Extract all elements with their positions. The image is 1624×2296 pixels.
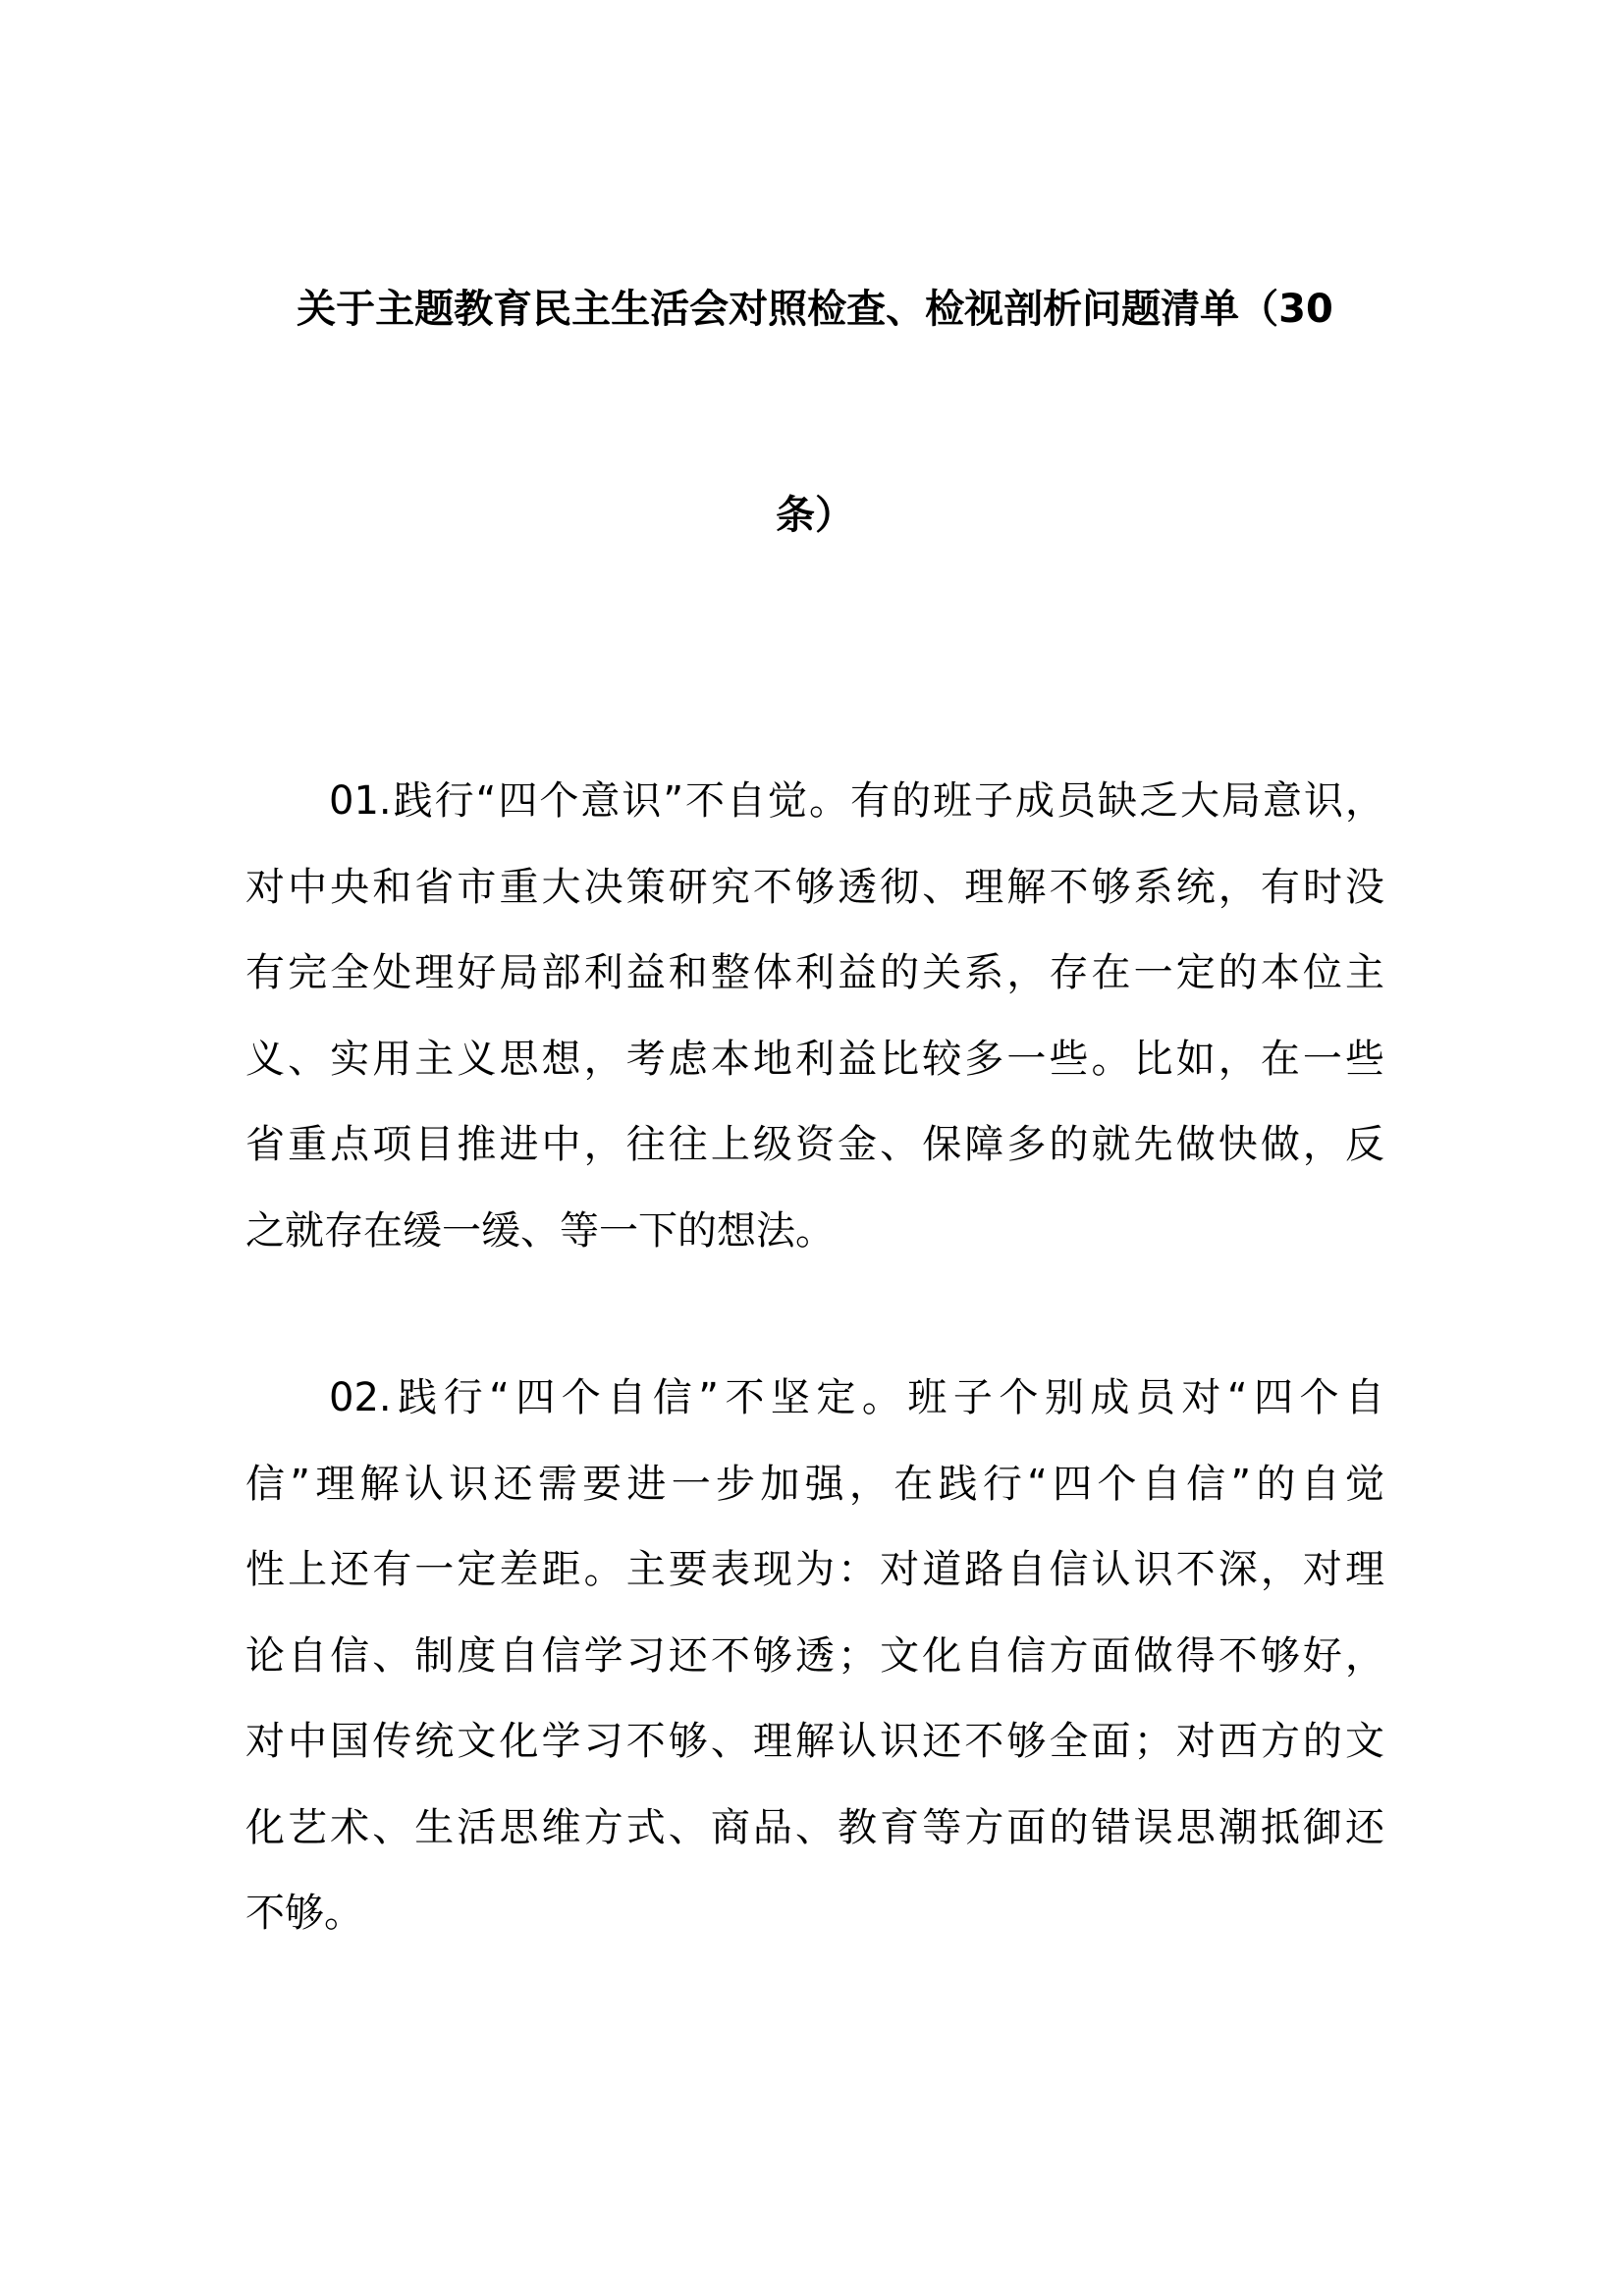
paragraph-line: 性上还有一定差距。主要表现为：对道路自信认识不深，对理: [245, 1547, 1384, 1592]
paragraph-line: 之就存在缓一缓、等一下的想法。: [245, 1207, 835, 1254]
paragraph-line: 省重点项目推进中，往往上级资金、保障多的就先做快做，反: [245, 1122, 1384, 1167]
paragraph-01: [245, 759, 1384, 1274]
paragraph-line: 信”理解认识还需要进一步加强，在践行“四个自信”的自觉: [245, 1461, 1384, 1507]
paragraph-line: 论自信、制度自信学习还不够透；文化自信方面做得不够好，: [245, 1632, 1384, 1679]
paragraph-line: 02.践行“四个自信”不坚定。班子个别成员对“四个自: [329, 1375, 1384, 1420]
paragraph-line: 义、实用主义思想，考虑本地利益比较多一些。比如，在一些: [245, 1036, 1384, 1082]
paragraph-line: 有完全处理好局部利益和整体利益的关系，存在一定的本位主: [245, 950, 1384, 995]
paragraph-line: 对中央和省市重大决策研究不够透彻、理解不够系统，有时没: [245, 864, 1384, 910]
paragraph-line: 01.践行“四个意识”不自觉。有的班子成员缺乏大局意识，: [329, 778, 1384, 824]
paragraph-line: 对中国传统文化学习不够、理解认识还不够全面；对西方的文: [245, 1719, 1384, 1764]
paragraph-line: 不够。: [245, 1891, 363, 1936]
paragraph-02: [245, 1356, 1384, 1957]
paragraph-line: 化艺术、生活思维方式、商品、教育等方面的错误思潮抵御还: [245, 1804, 1384, 1850]
document-title-line-2: 条）: [776, 493, 854, 538]
document-title-line-1: 关于主题教育民主生活会对照检查、检视剖析问题清单（30: [297, 287, 1333, 332]
